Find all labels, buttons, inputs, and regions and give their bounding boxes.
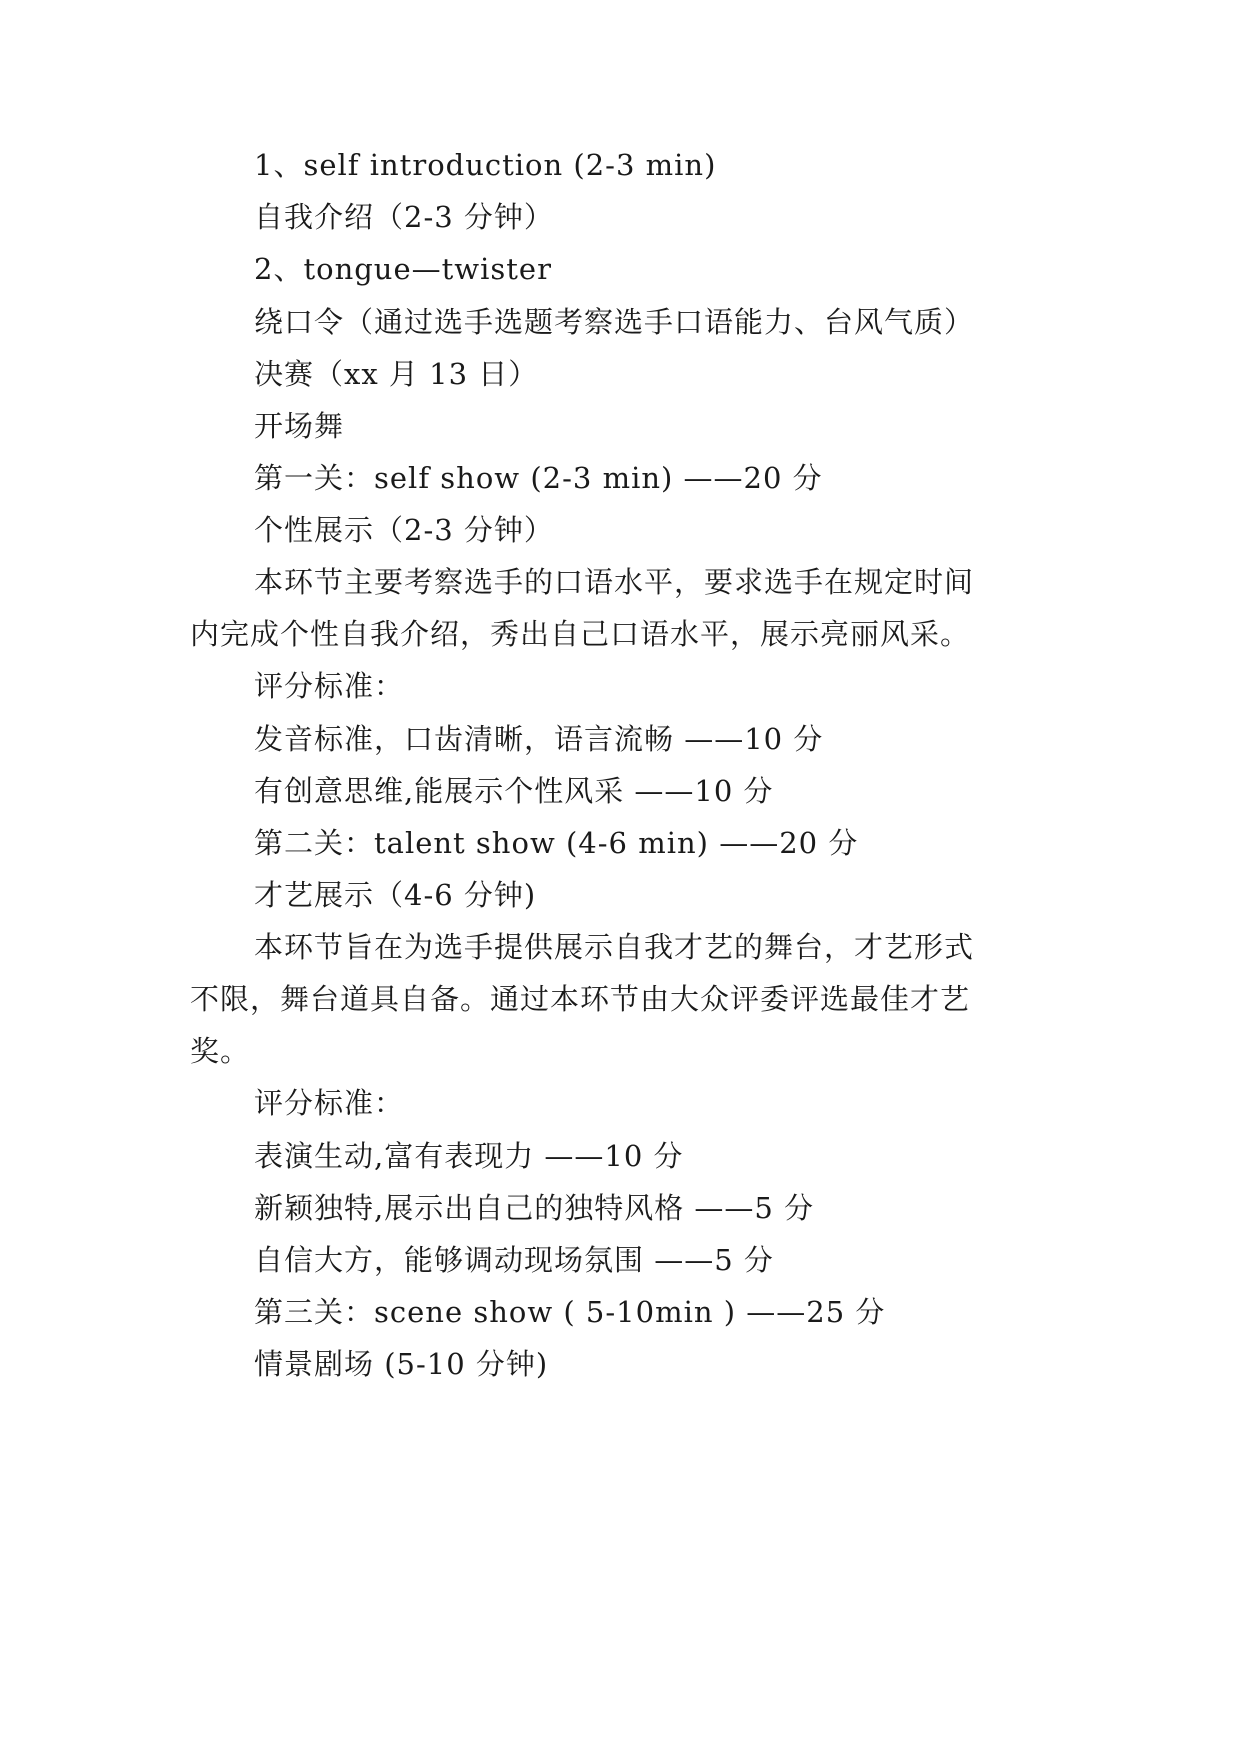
text-line: 新颖独特,展示出自己的独特风格 ——5 分 — [254, 1191, 815, 1225]
text-line: 个性展示（2-3 分钟） — [254, 513, 554, 547]
text-line: 本环节旨在为选手提供展示自我才艺的舞台，才艺形式 — [254, 930, 975, 964]
text-line: 情景剧场 (5-10 分钟) — [254, 1347, 549, 1381]
text-line: 奖。 — [190, 1034, 251, 1068]
text-line: 自信大方，能够调动现场氛围 ——5 分 — [254, 1243, 774, 1277]
text-line: 绕口令（通过选手选题考察选手口语能力、台风气质） — [254, 305, 975, 339]
text-line: 表演生动,富有表现力 ——10 分 — [254, 1139, 684, 1173]
text-line: 内完成个性自我介绍，秀出自己口语水平，展示亮丽风采。 — [190, 617, 971, 651]
text-line: 第二关：talent show (4-6 min) ——20 分 — [254, 826, 859, 860]
text-line: 第一关：self show (2-3 min) ——20 分 — [254, 461, 823, 495]
text-line: 1、self introduction (2-3 min) — [254, 148, 717, 182]
text-line: 才艺展示（4-6 分钟) — [254, 878, 537, 912]
text-line: 开场舞 — [254, 409, 345, 443]
text-line: 有创意思维,能展示个性风采 ——10 分 — [254, 774, 774, 808]
text-line: 发音标准，口齿清晰，语言流畅 ——10 分 — [254, 722, 824, 756]
text-line: 2、tongue—twister — [254, 252, 552, 286]
text-line: 评分标准： — [254, 669, 405, 703]
text-line: 评分标准： — [254, 1086, 405, 1120]
text-line: 第三关：scene show ( 5-10min ) ——25 分 — [254, 1295, 886, 1329]
text-line: 本环节主要考察选手的口语水平，要求选手在规定时间 — [254, 565, 975, 599]
text-line: 不限，舞台道具自备。通过本环节由大众评委评选最佳才艺 — [190, 982, 971, 1016]
text-line: 自我介绍（2-3 分钟） — [254, 200, 554, 234]
text-line: 决赛（xx 月 13 日） — [254, 357, 539, 391]
